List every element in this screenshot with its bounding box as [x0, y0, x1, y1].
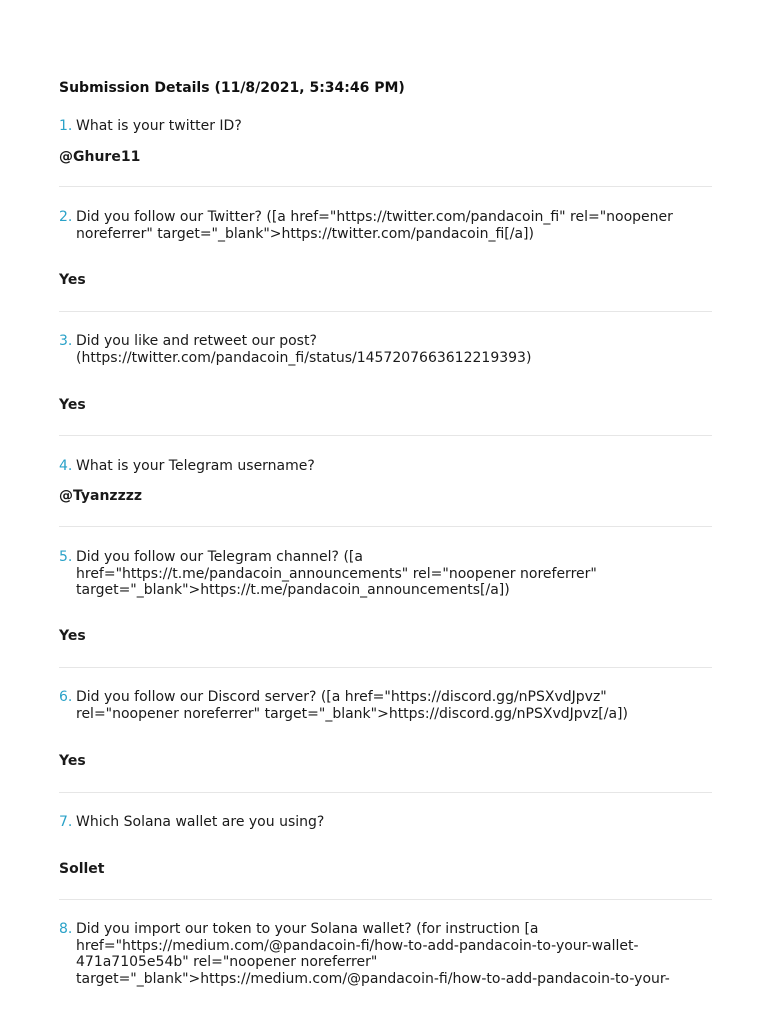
answer-text: Yes [59, 272, 86, 288]
divider [59, 899, 712, 900]
question-number: 5. [59, 549, 73, 565]
question-8 [59, 921, 712, 987]
question-number: 3. [59, 333, 73, 349]
divider [59, 667, 712, 668]
question-text: Which Solana wallet are you using? [76, 814, 325, 830]
question-block-7 [59, 814, 712, 877]
question-1 [59, 118, 712, 135]
question-number: 1. [59, 118, 73, 134]
divider [59, 186, 712, 187]
answer-text: @Ghure11 [59, 149, 141, 165]
question-3 [59, 333, 712, 366]
question-text: Did you import our token to your Solana wallet? (for instruction [a href="https://medium.com/@pandacoin-fi/how-to-add-pandacoin-to-your-wallet- 471a7105e54b" rel="noopener noreferrer" target="_blank">https://medium.com/@pandacoin-fi/how-to-add-pandacoin-to-your- [76, 921, 670, 987]
question-2 [59, 209, 712, 242]
divider [59, 311, 712, 312]
question-number: 4. [59, 458, 73, 474]
question-number: 7. [59, 814, 73, 830]
question-text: Did you follow our Telegram channel? ([a href="https://t.me/pandacoin_announcements" rel="noopener noreferrer" target="_blank">https://t.me/pandacoin_announcements[/a]) [76, 549, 597, 598]
question-block-5 [59, 549, 712, 644]
question-block-4 [59, 458, 712, 504]
answer-text: Yes [59, 753, 86, 769]
question-text: Did you like and retweet our post? (https://twitter.com/pandacoin_fi/status/1457207663612219393) [76, 333, 532, 366]
question-4 [59, 458, 712, 475]
question-number: 2. [59, 209, 73, 225]
answer-text: Sollet [59, 861, 105, 877]
answer-text: Yes [59, 628, 86, 644]
question-text: Did you follow our Twitter? ([a href="https://twitter.com/pandacoin_fi" rel="noopener noreferrer" target="_blank">https://twitter.com/pandacoin_fi[/a]) [76, 209, 673, 242]
question-block-1 [59, 118, 712, 165]
answer-text: @Tyanzzzz [59, 488, 143, 504]
question-7 [59, 814, 712, 831]
question-5 [59, 549, 712, 599]
divider [59, 526, 712, 527]
divider [59, 792, 712, 793]
question-number: 8. [59, 921, 73, 937]
answer-text: Yes [59, 397, 86, 413]
submission-title: Submission Details (11/8/2021, 5:34:46 PM) [59, 80, 405, 96]
question-text: Did you follow our Discord server? ([a href="https://discord.gg/nPSXvdJpvz" rel="noopener noreferrer" target="_blank">https://discord.gg/nPSXvdJpvz[/a]) [76, 689, 628, 722]
question-block-6 [59, 689, 712, 769]
question-block-3 [59, 333, 712, 413]
question-block-2 [59, 209, 712, 288]
question-block-8 [59, 921, 712, 987]
question-number: 6. [59, 689, 73, 705]
question-6 [59, 689, 712, 722]
divider [59, 435, 712, 436]
question-text: What is your Telegram username? [76, 458, 315, 474]
question-text: What is your twitter ID? [76, 118, 242, 134]
